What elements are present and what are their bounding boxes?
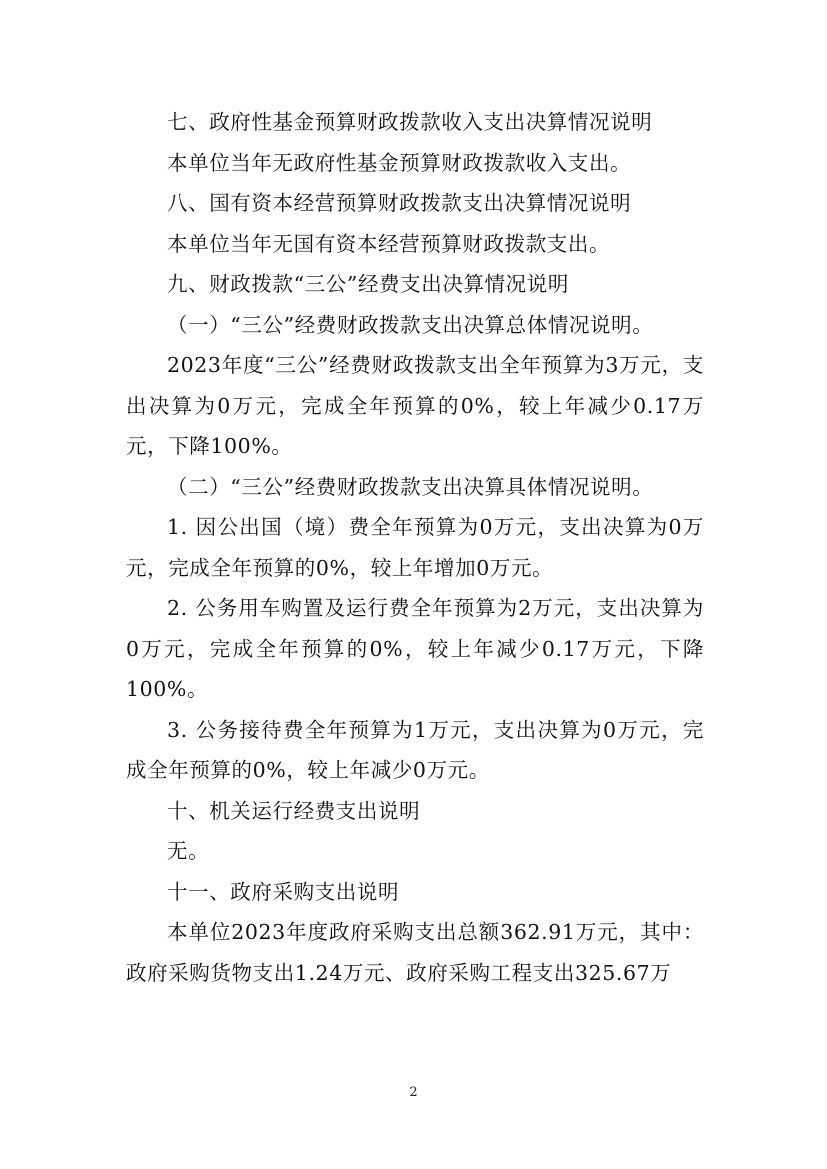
document-body [126,102,704,993]
section-heading-8: 八、国有资本经营预算财政拨款支出决算情况说明 [167,191,632,215]
subsection-heading-2: （二）“三公”经费财政拨款支出决算具体情况说明。 [167,474,654,499]
body-paragraph: 无。 [167,839,210,863]
list-item: 1. 因公出国（境）费全年预算为0万元，支出决算为0万元，完成全年预算的0%，较上年增加0万元。 [126,515,704,580]
body-paragraph: 本单位当年无政府性基金预算财政拨款收入支出。 [167,150,632,175]
section-heading-9: 九、财政拨款“三公”经费支出决算情况说明 [167,272,569,296]
body-paragraph: 2023年度“三公”经费财政拨款支出全年预算为3万元，支出决算为0万元，完成全年预算的0%，较上年减少0.17万元，下降100%。 [126,353,704,458]
page-number: 2 [409,1085,418,1100]
section-heading-7: 七、政府性基金预算财政拨款收入支出决算情况说明 [167,110,653,134]
section-heading-11: 十一、政府采购支出说明 [167,879,400,904]
section-heading-10: 十、机关运行经费支出说明 [167,798,421,823]
body-paragraph: 本单位当年无国有资本经营预算财政拨款支出。 [167,231,611,256]
list-item: 3. 公务接待费全年预算为1万元，支出决算为0万元，完成全年预算的0%，较上年减少0万元。 [126,717,704,782]
subsection-heading-1: （一）“三公”经费财政拨款支出决算总体情况说明。 [167,312,654,337]
list-item: 2. 公务用车购置及运行费全年预算为2万元，支出决算为0万元，完成全年预算的0%，较上年减少0.17万元，下降100%。 [126,596,704,701]
body-paragraph: 本单位2023年度政府采购支出总额362.91万元，其中：政府采购货物支出1.24万元、政府采购工程支出325.67万 [126,920,704,985]
